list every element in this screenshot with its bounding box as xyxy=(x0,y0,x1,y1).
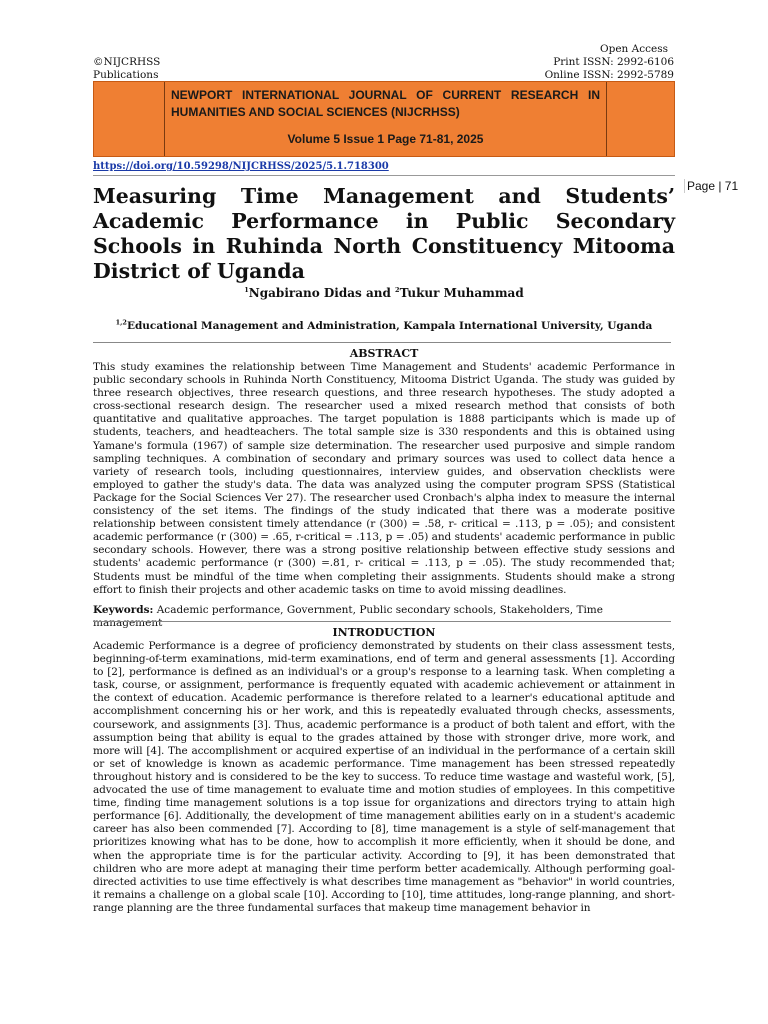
volume-info: Volume 5 Issue 1 Page 71-81, 2025 xyxy=(287,132,484,146)
print-issn: Print ISSN: 2992-6106 xyxy=(553,56,674,68)
open-access-label: Open Access xyxy=(600,43,668,55)
introduction-body: Academic Performance is a degree of proficiency demonstrated by students on their class assessment tests, beginning-of-term examinations, mid-term examinations, end of term and general assessments [1]. According to [2], performance is defined as an individual's or a group's response to a learning task. When completing a task, course, or assignment, performance is frequently equated with academic achievement or attainment in the context of education. Academic performance is therefore related to a learner's educational aptitude and accomplishment concerning his or her work, and this is repeatedly evaluated through checks, assessments, coursework, and assignments [3]. Thus, academic performance is a product of both talent and effort, with the assumption being that ability is equal to the grades attained by those with stronger drive, more work, and more will [4]. The accomplishment or acquired expertise of an individual in the performance of a certain skill or set of knowledge is known as academic performance. Time management has been stressed repeatedly throughout history and is considered to be the key to success. To reduce time wastage and wasteful work, [5], advocated the use of time management to evaluate time and motion studies of employees. In this competitive time, finding time management solutions is a top issue for organizations and directors trying to attain high performance [6]. Additionally, the development of time management abilities early on in a student's academic career has also been commended [7]. According to [8], time management is a style of self-management that prioritizes knowing what has to be done, how to accomplish it more efficiently, when it should be done, and when the appropriate time is for the particular activity. According to [9], it has been demonstrated that children who are more adept at managing their time perform better academically. Although performing goal-directed activities to use time effectively is what describes time management as "behavior" in world countries, it remains a challenge on a global scale [10]. According to [10], time attitudes, long-range planning, and short-range planning are the three fundamental surfaces that makeup time management behavior in xyxy=(93,640,675,914)
introduction-heading: INTRODUCTION xyxy=(332,626,436,639)
publisher-copyright: ©NIJCRHSS xyxy=(93,56,161,68)
journal-name-line1: NEWPORT INTERNATIONAL JOURNAL OF CURRENT RESEARCH IN xyxy=(171,88,600,102)
journal-banner-center xyxy=(164,82,607,156)
author2-name: Tukur Muhammad xyxy=(399,286,524,300)
abstract-heading: ABSTRACT xyxy=(349,347,419,360)
introduction-divider xyxy=(93,621,671,622)
header-divider xyxy=(93,175,675,176)
publisher-block xyxy=(93,56,160,82)
publisher-label: Publications xyxy=(93,69,159,81)
author-line xyxy=(93,286,675,300)
affiliation-line xyxy=(93,320,675,332)
article-title: Measuring Time Management and Students’ Academic Performance in Public Secondary Schools in Ruhinda North Constituency Mitooma District of Uganda xyxy=(93,184,675,283)
online-issn: Online ISSN: 2992-5789 xyxy=(544,69,674,81)
author2-sup: 2 xyxy=(395,286,400,294)
affiliation-text: Educational Management and Administration, Kampala International University, Uganda xyxy=(126,320,653,332)
journal-banner xyxy=(93,81,675,157)
author1-name: Ngabirano Didas and xyxy=(248,286,396,300)
author1-sup: 1 xyxy=(244,286,249,294)
doi-link[interactable]: https://doi.org/10.59298/NIJCRHSS/2025/5.1.718300 xyxy=(93,161,389,172)
keywords-label: Keywords: xyxy=(93,604,154,616)
page-number: Page | 71 xyxy=(684,179,738,193)
journal-name-line2: HUMANITIES AND SOCIAL SCIENCES (NIJCRHSS) xyxy=(171,105,460,119)
keywords-text: Academic performance, Government, Public secondary schools, Stakeholders, Time management xyxy=(93,604,603,629)
affiliation-sup: 1,2 xyxy=(115,318,127,327)
abstract-body: This study examines the relationship between Time Management and Students' academic Performance in public secondary schools in Ruhinda North Constituency, Mitooma District Uganda. The study was guided by three research objectives, three research questions, and three research hypotheses. The study adopted a cross-sectional research design. The researcher used a mixed research method that consists of both quantitative and qualitative approaches. The target population is 1888 participants which is made up of students, teachers, and headteachers. The total sample size is 330 respondents and this is obtained using Yamane's formula (1967) of sample size determination. The researcher used purposive and simple random sampling techniques. A combination of secondary and primary sources was used to collect data hence a variety of research tools, including questionnaires, interview guides, and observation checklists were employed to gather the study's data. The data was analyzed using the computer program SPSS (Statistical Package for the Social Sciences Ver 27). The researcher used Cronbach's alpha index to measure the internal consistency of the set items. The findings of the study indicated that there was a moderate positive relationship between consistent timely attendance (r (300) = .58, r- critical = .113, p = .05); and consistent academic performance (r (300) = .65, r-critical = .113, p = .05) and students' academic performance in public secondary schools. However, there was a strong positive relationship between effective study sessions and students' academic performance (r (300) =.81, r- critical = .113, p = .05). The study recommended that; Students must be mindful of the time when completing their assignments. Students should make a strong effort to finish their projects and other academic tasks on time to avoid missing deadlines. xyxy=(93,361,675,596)
issn-block xyxy=(545,43,674,82)
abstract-divider xyxy=(93,342,671,343)
